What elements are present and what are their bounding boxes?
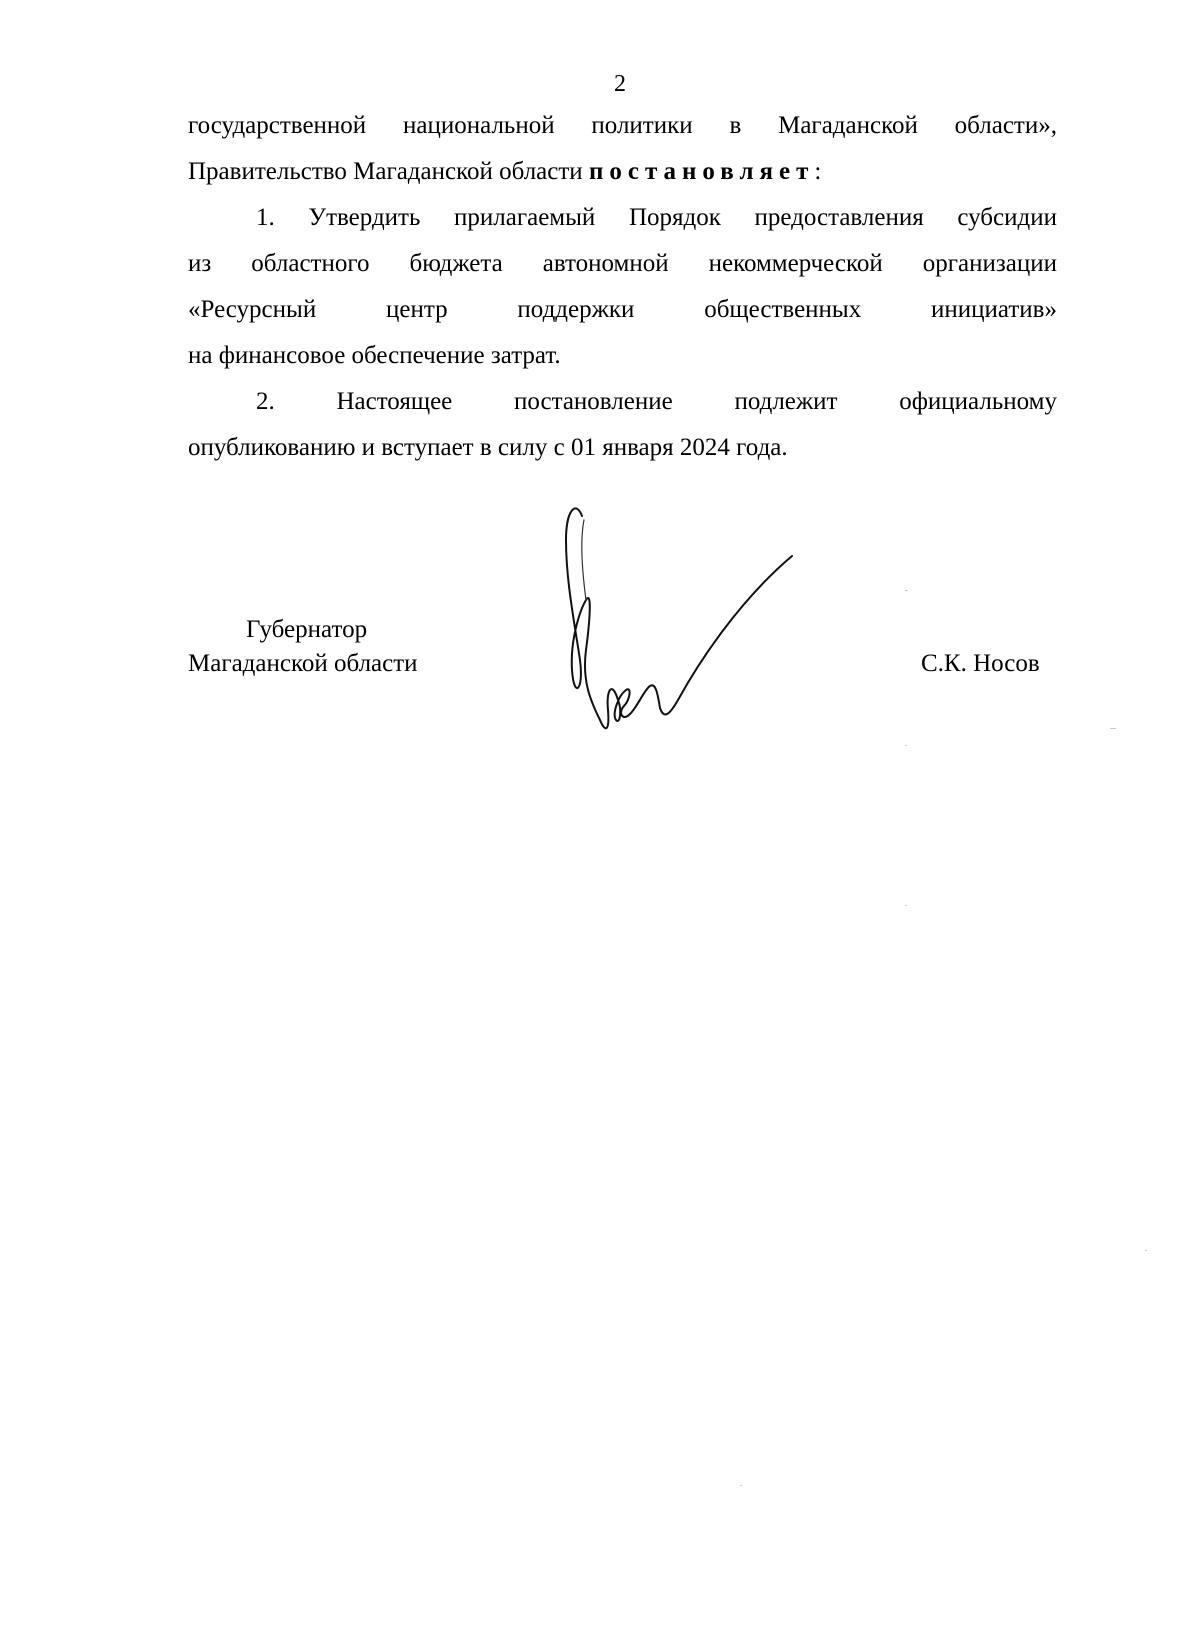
word: автономной xyxy=(542,250,669,277)
word: субсидии xyxy=(957,204,1057,231)
intro-line-2 xyxy=(188,157,1057,187)
word: 1. xyxy=(256,204,275,231)
word: подлежит xyxy=(734,388,838,415)
word: некоммерческой xyxy=(708,250,883,277)
scan-artifact xyxy=(905,745,907,746)
item1-line-3 xyxy=(188,295,1057,325)
resolution-keyword: постановляет xyxy=(588,158,815,185)
scan-artifact xyxy=(740,1485,742,1486)
word: области», xyxy=(954,112,1057,139)
word: из xyxy=(188,250,212,277)
scan-artifact xyxy=(905,590,908,591)
word: официальному xyxy=(899,388,1057,415)
word: прилагаемый xyxy=(454,204,596,231)
word: поддержки xyxy=(517,296,635,323)
page-number: 2 xyxy=(614,71,626,97)
scan-artifact xyxy=(1145,1250,1147,1251)
signatory-region: Магаданской области xyxy=(188,650,418,677)
word: политики xyxy=(591,112,693,139)
word: общественных xyxy=(704,296,862,323)
item1-line-2 xyxy=(188,249,1057,279)
signatory-name: С.К. Носов xyxy=(921,650,1040,677)
scan-artifact xyxy=(905,905,907,906)
word: центр xyxy=(386,296,448,323)
signatory-title: Губернатор xyxy=(246,616,368,643)
item1-line-4: на финансовое обеспечение затрат. xyxy=(188,342,561,369)
word: в xyxy=(729,112,742,139)
item1-line-1 xyxy=(256,203,1057,233)
word: государственной xyxy=(188,112,367,139)
word: областного xyxy=(251,250,370,277)
word: инициатив» xyxy=(931,296,1057,323)
word: бюджета xyxy=(409,250,503,277)
item2-line-1 xyxy=(256,387,1057,417)
word: предоставления xyxy=(754,204,924,231)
word: Утвердить xyxy=(308,204,421,231)
intro-prefix: Правительство Магаданской области xyxy=(188,158,589,185)
word: организации xyxy=(922,250,1057,277)
word: Магаданской xyxy=(778,112,918,139)
scan-artifact xyxy=(1110,728,1116,729)
word: национальной xyxy=(403,112,555,139)
item2-line-2: опубликованию и вступает в силу с 01 января 2024 года. xyxy=(188,434,788,461)
word: 2. xyxy=(256,388,275,415)
word: Настоящее xyxy=(336,388,453,415)
word: «Ресурсный xyxy=(188,296,317,323)
word: Порядок xyxy=(628,204,721,231)
intro-line-1 xyxy=(188,111,1057,141)
intro-suffix: : xyxy=(814,158,822,185)
handwritten-signature xyxy=(560,500,830,750)
word: постановление xyxy=(514,388,673,415)
